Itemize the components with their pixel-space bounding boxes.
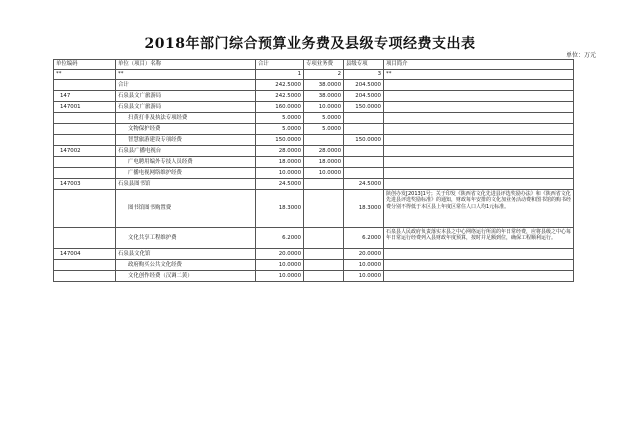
cell-county: 20.0000: [344, 249, 384, 260]
table-row: [54, 190, 574, 228]
cell-note: [384, 80, 574, 91]
header-row: [54, 60, 574, 70]
cell-name: 石泉县广播电视台: [116, 146, 256, 157]
cell-name: 智慧旅游建设专项经费: [116, 135, 256, 146]
table-row: [54, 168, 574, 179]
mark-cell: **: [116, 70, 256, 80]
cell-biz: [304, 190, 344, 228]
cell-county: [344, 168, 384, 179]
mark-cell: **: [384, 70, 574, 80]
cell-code: 147001: [54, 102, 116, 113]
cell-total: 242.5000: [256, 91, 304, 102]
cell-name: 图书馆图书购置费: [116, 190, 256, 228]
cell-code: 147002: [54, 146, 116, 157]
cell-county: [344, 113, 384, 124]
cell-county: 150.0000: [344, 102, 384, 113]
table-row: [54, 157, 574, 168]
mark-cell: **: [54, 70, 116, 80]
cell-total: 242.5000: [256, 80, 304, 91]
cell-code: [54, 113, 116, 124]
table-row: [54, 124, 574, 135]
header-cell-name: 单位（项目）名称: [116, 60, 256, 70]
table-row: [54, 91, 574, 102]
table-row: [54, 135, 574, 146]
header-mark-row: [54, 70, 574, 80]
cell-code: [54, 271, 116, 282]
expense-table: [53, 59, 574, 282]
cell-code: [54, 260, 116, 271]
table-row: [54, 146, 574, 157]
cell-biz: 5.0000: [304, 113, 344, 124]
cell-code: 147003: [54, 179, 116, 190]
cell-total: 20.0000: [256, 249, 304, 260]
cell-note: [384, 179, 574, 190]
cell-biz: [304, 135, 344, 146]
table-row: [54, 80, 574, 91]
cell-biz: [304, 260, 344, 271]
cell-total: 5.0000: [256, 124, 304, 135]
cell-note: [384, 168, 574, 179]
cell-note: [384, 113, 574, 124]
cell-note: [384, 124, 574, 135]
cell-county: 10.0000: [344, 260, 384, 271]
cell-note: [384, 135, 574, 146]
cell-name: 政府购买公共文化经费: [116, 260, 256, 271]
cell-note: [384, 91, 574, 102]
header-cell-county: 县级专项: [344, 60, 384, 70]
cell-county: 24.5000: [344, 179, 384, 190]
page-title: 2018年部门综合预算业务费及县级专项经费支出表: [144, 36, 476, 52]
cell-total: 160.0000: [256, 102, 304, 113]
cell-biz: 10.0000: [304, 168, 344, 179]
cell-code: [54, 80, 116, 91]
cell-county: [344, 157, 384, 168]
mark-cell: 2: [304, 70, 344, 80]
cell-code: [54, 124, 116, 135]
cell-name: 文化创作经费（汉调二黄）: [116, 271, 256, 282]
cell-biz: [304, 271, 344, 282]
cell-biz: [304, 179, 344, 190]
cell-name: 石泉县图书馆: [116, 179, 256, 190]
cell-total: 6.2000: [256, 228, 304, 249]
cell-county: 204.5000: [344, 80, 384, 91]
cell-code: [54, 157, 116, 168]
cell-total: 10.0000: [256, 260, 304, 271]
cell-total: 10.0000: [256, 271, 304, 282]
cell-name: 广电聘用编外专技人员经费: [116, 157, 256, 168]
cell-note: 陕创办发[2013]1号；关于印发《陕西省文化先进县评选奖励办法》和《陕西省文化先进县评选奖励标准》的通知，财政每年安排的文化加业务活动费和图书馆的购书经费分别不得低于本区县上年度区常住人口人均1元标准。: [384, 190, 574, 228]
table-row: [54, 260, 574, 271]
cell-biz: 5.0000: [304, 124, 344, 135]
header-cell-note: 项目简介: [384, 60, 574, 70]
cell-code: 147004: [54, 249, 116, 260]
table-row: [54, 228, 574, 249]
cell-note: [384, 157, 574, 168]
cell-note: 石泉县人民政府负责落实本县之中心网络运行所需的年日常经费，应将县级之中心每年日常运行经费列入县财政年度预算，按时并足额到位，确保工程顺利运行。: [384, 228, 574, 249]
cell-name: 广播电视网络维护经费: [116, 168, 256, 179]
header-cell-biz: 专项业务费: [304, 60, 344, 70]
cell-total: 150.0000: [256, 135, 304, 146]
cell-name: 石泉县文广旅游局: [116, 91, 256, 102]
cell-county: [344, 124, 384, 135]
cell-note: [384, 146, 574, 157]
cell-biz: 10.0000: [304, 102, 344, 113]
cell-code: [54, 228, 116, 249]
cell-name: 石泉县文化馆: [116, 249, 256, 260]
table-row: [54, 102, 574, 113]
cell-county: 204.5000: [344, 91, 384, 102]
unit-label: 单位：万元: [565, 52, 596, 59]
cell-code: 147: [54, 91, 116, 102]
cell-note: [384, 249, 574, 260]
cell-total: 24.5000: [256, 179, 304, 190]
header-cell-total: 合计: [256, 60, 304, 70]
mark-cell: 1: [256, 70, 304, 80]
cell-biz: 38.0000: [304, 80, 344, 91]
cell-total: 28.0000: [256, 146, 304, 157]
table-row: [54, 113, 574, 124]
cell-name: 合计: [116, 80, 256, 91]
cell-total: 5.0000: [256, 113, 304, 124]
cell-county: 6.2000: [344, 228, 384, 249]
cell-biz: [304, 228, 344, 249]
cell-code: [54, 168, 116, 179]
cell-biz: [304, 249, 344, 260]
cell-biz: 28.0000: [304, 146, 344, 157]
cell-name: 扫黄打非及执法专项经费: [116, 113, 256, 124]
cell-note: [384, 102, 574, 113]
cell-total: 10.0000: [256, 168, 304, 179]
cell-note: [384, 260, 574, 271]
cell-code: [54, 135, 116, 146]
table-row: [54, 271, 574, 282]
cell-name: 文物保护经费: [116, 124, 256, 135]
cell-biz: 38.0000: [304, 91, 344, 102]
cell-total: 18.0000: [256, 157, 304, 168]
cell-biz: 18.0000: [304, 157, 344, 168]
cell-county: 18.3000: [344, 190, 384, 228]
cell-total: 18.3000: [256, 190, 304, 228]
table-row: [54, 249, 574, 260]
table-row: [54, 179, 574, 190]
header-cell-code: 单位编码: [54, 60, 116, 70]
cell-name: 文化共享工程维护费: [116, 228, 256, 249]
cell-note: [384, 271, 574, 282]
cell-county: 150.0000: [344, 135, 384, 146]
cell-county: 10.0000: [344, 271, 384, 282]
cell-name: 石泉县文广旅游局: [116, 102, 256, 113]
cell-code: [54, 190, 116, 228]
cell-county: [344, 146, 384, 157]
mark-cell: 3: [344, 70, 384, 80]
